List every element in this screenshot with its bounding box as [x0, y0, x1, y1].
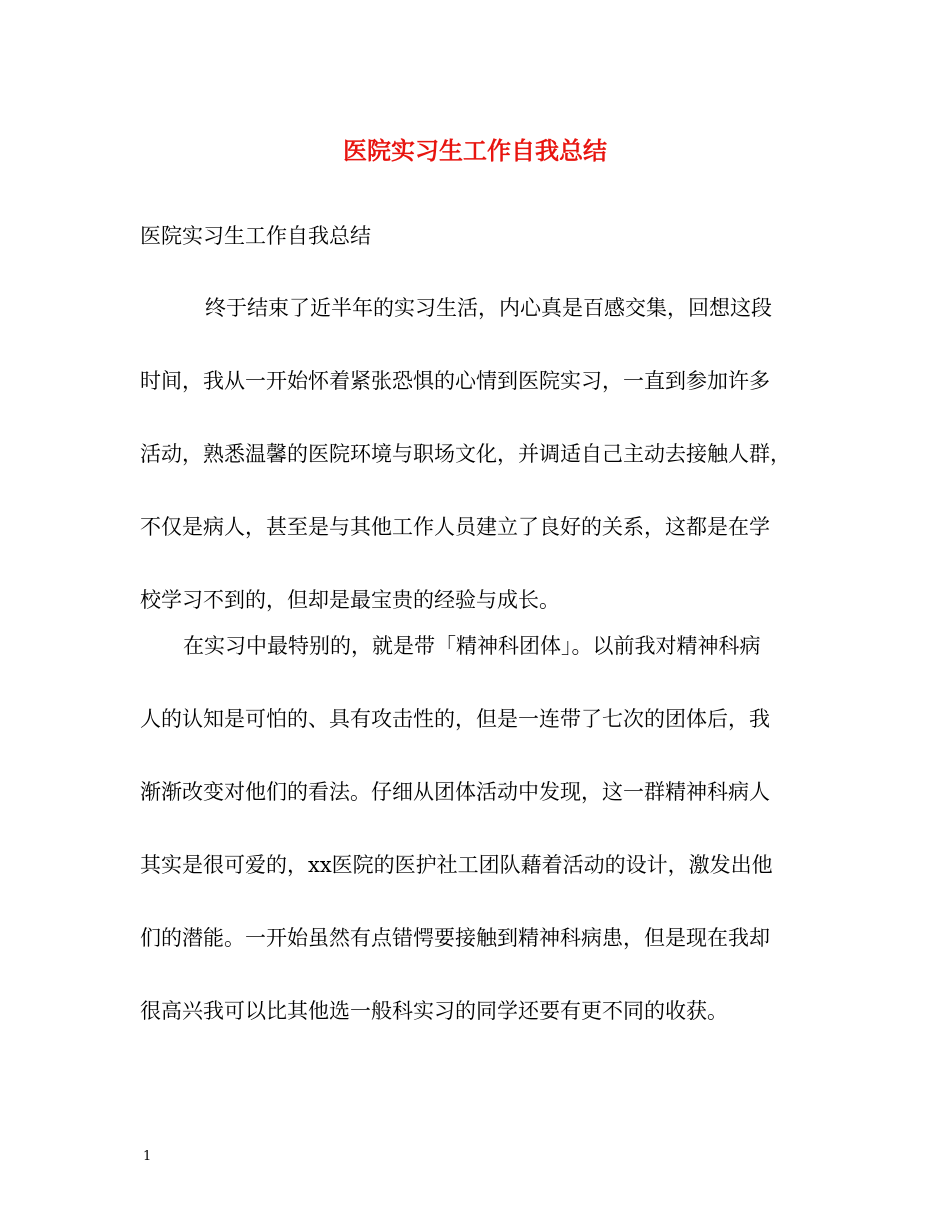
paragraph-line: 活动，熟悉温馨的医院环境与职场文化，并调适自己主动去接触人群， — [140, 442, 791, 466]
paragraph-line: 终于结束了近半年的实习生活，内心真是百感交集，回想这段 — [205, 296, 772, 320]
document-title: 医院实习生工作自我总结 — [343, 136, 607, 165]
paragraph-line: 其实是很可爱的，xx医院的医护社工团队藉着活动的设计，激发出他 — [140, 853, 773, 877]
document-subtitle: 医院实习生工作自我总结 — [140, 224, 371, 248]
paragraph-line: 很高兴我可以比其他选一般科实习的同学还要有更不同的收获。 — [140, 999, 728, 1023]
paragraph-line: 校学习不到的，但却是最宝贵的经验与成长。 — [140, 588, 560, 612]
paragraph-line: 不仅是病人，甚至是与其他工作人员建立了良好的关系，这都是在学 — [140, 515, 770, 539]
paragraph-line: 渐渐改变对他们的看法。仔细从团体活动中发现，这一群精神科病人 — [140, 780, 770, 804]
paragraph-line: 在实习中最特别的，就是带「精神科团体」。以前我对精神科病 — [183, 634, 761, 658]
paragraph-line: 时间，我从一开始怀着紧张恐惧的心情到医院实习，一直到参加许多 — [140, 369, 770, 393]
paragraph-line: 们的潜能。一开始虽然有点错愕要接触到精神科病患，但是现在我却 — [140, 926, 770, 950]
page-number: 1 — [143, 1149, 152, 1164]
paragraph-line: 人的认知是可怕的、具有攻击性的，但是一连带了七次的团体后，我 — [140, 707, 770, 731]
